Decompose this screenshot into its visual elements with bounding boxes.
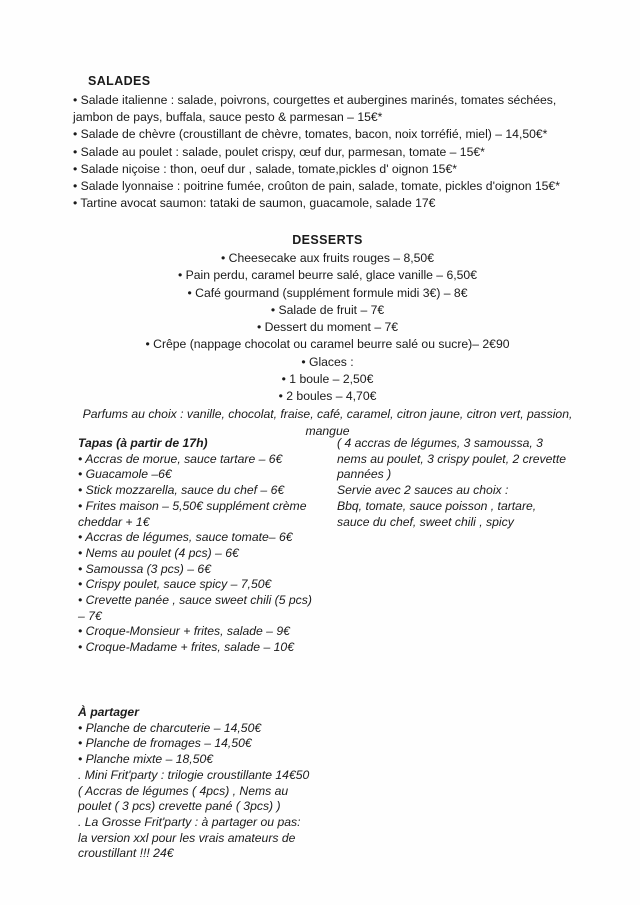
- tapas-notes-section: [337, 436, 572, 530]
- menu-item: • Guacamole –6€: [78, 467, 172, 482]
- salades-section: [73, 73, 565, 212]
- menu-item: • 1 boule – 2,50€: [281, 372, 374, 387]
- menu-item: • Glaces :: [301, 354, 354, 369]
- menu-item: . La Grosse Frit'party : à partager ou pas: la version xxl pour les vrais amateurs de croustillant !!! 24€: [78, 814, 301, 861]
- menu-item: • Nems au poulet (4 pcs) – 6€: [78, 545, 239, 560]
- tapas-note: ( 4 accras de légumes, 3 samoussa, 3 nems au poulet, 3 crispy poulet, 2 crevette pannées ): [337, 436, 566, 482]
- menu-item: • Dessert du moment – 7€: [256, 320, 399, 335]
- a-partager-heading: À partager: [78, 705, 139, 719]
- menu-item: • Salade au poulet : salade, poulet crispy, œuf dur, parmesan, tomate – 15€*: [73, 144, 485, 159]
- menu-item: ( Accras de légumes ( 4pcs) , Nems au poulet ( 3 pcs) crevette pané ( 3pcs) ): [78, 783, 289, 814]
- menu-item: • Salade italienne : salade, poivrons, courgettes et aubergines marinés, tomates séchées, jambon de pays, buffala, sauce pesto & parmesan – 15€*: [73, 93, 557, 125]
- desserts-flavours-note: Parfums au choix : vanille, chocolat, fraise, café, caramel, citron jaune, citron vert, passion, mangue: [82, 406, 573, 438]
- menu-item: • Stick mozzarella, sauce du chef – 6€: [78, 483, 285, 498]
- menu-item: • Frites maison – 5,50€ supplément crème cheddar + 1€: [78, 498, 307, 529]
- menu-item: • Salade niçoise : thon, oeuf dur , salade, tomate,pickles d' oignon 15€*: [73, 161, 457, 176]
- menu-item: • Planche mixte – 18,50€: [78, 752, 214, 767]
- tapas-note: Bbq, tomate, sauce poisson , tartare, sauce du chef, sweet chili , spicy: [337, 498, 537, 529]
- menu-item: • Samoussa (3 pcs) – 6€: [78, 561, 211, 576]
- menu-item: • Café gourmand (supplément formule midi 3€) – 8€: [187, 285, 468, 300]
- menu-item: • Crevette panée , sauce sweet chili (5 pcs) – 7€: [78, 593, 312, 623]
- desserts-section: [60, 232, 595, 440]
- menu-item: • Croque-Madame + frites, salade – 10€: [78, 640, 294, 655]
- menu-item: • Salade de fruit – 7€: [270, 302, 385, 317]
- menu-item: • Planche de charcuterie – 14,50€: [78, 720, 262, 735]
- menu-item: • Pain perdu, caramel beurre salé, glace vanille – 6,50€: [178, 268, 477, 283]
- menu-item: • Crispy poulet, sauce spicy – 7,50€: [78, 577, 272, 592]
- menu-item: • Tartine avocat saumon: tataki de saumon, guacamole, salade 17€: [73, 196, 436, 211]
- menu-item: • Croque-Monsieur + frites, salade – 9€: [78, 624, 290, 639]
- menu-item: . Mini Frit'party : trilogie croustillante 14€50: [78, 767, 310, 782]
- tapas-note: Servie avec 2 sauces au choix :: [337, 483, 509, 498]
- menu-item: • Planche de fromages – 14,50€: [78, 736, 252, 751]
- menu-item: • Accras de légumes, sauce tomate– 6€: [78, 530, 293, 545]
- menu-item: • Salade lyonnaise : poitrine fumée, croûton de pain, salade, tomate, pickles d'oignon 15€*: [73, 179, 560, 194]
- menu-item: • Crêpe (nappage chocolat ou caramel beurre salé ou sucre)– 2€90: [145, 337, 510, 352]
- menu-item: • Cheesecake aux fruits rouges – 8,50€: [221, 251, 434, 265]
- tapas-section: [78, 436, 313, 656]
- menu-item: • Salade de chèvre (croustillant de chèvre, tomates, bacon, noix torréfié, miel) – 14,50€*: [73, 127, 548, 142]
- menu-item: • 2 boules – 4,70€: [278, 389, 377, 404]
- tapas-heading: Tapas (à partir de 17h): [78, 436, 208, 450]
- salades-heading: SALADES: [88, 74, 151, 88]
- menu-item: • Accras de morue, sauce tartare – 6€: [78, 451, 283, 466]
- desserts-heading: DESSERTS: [292, 233, 363, 247]
- a-partager-section: [78, 705, 313, 862]
